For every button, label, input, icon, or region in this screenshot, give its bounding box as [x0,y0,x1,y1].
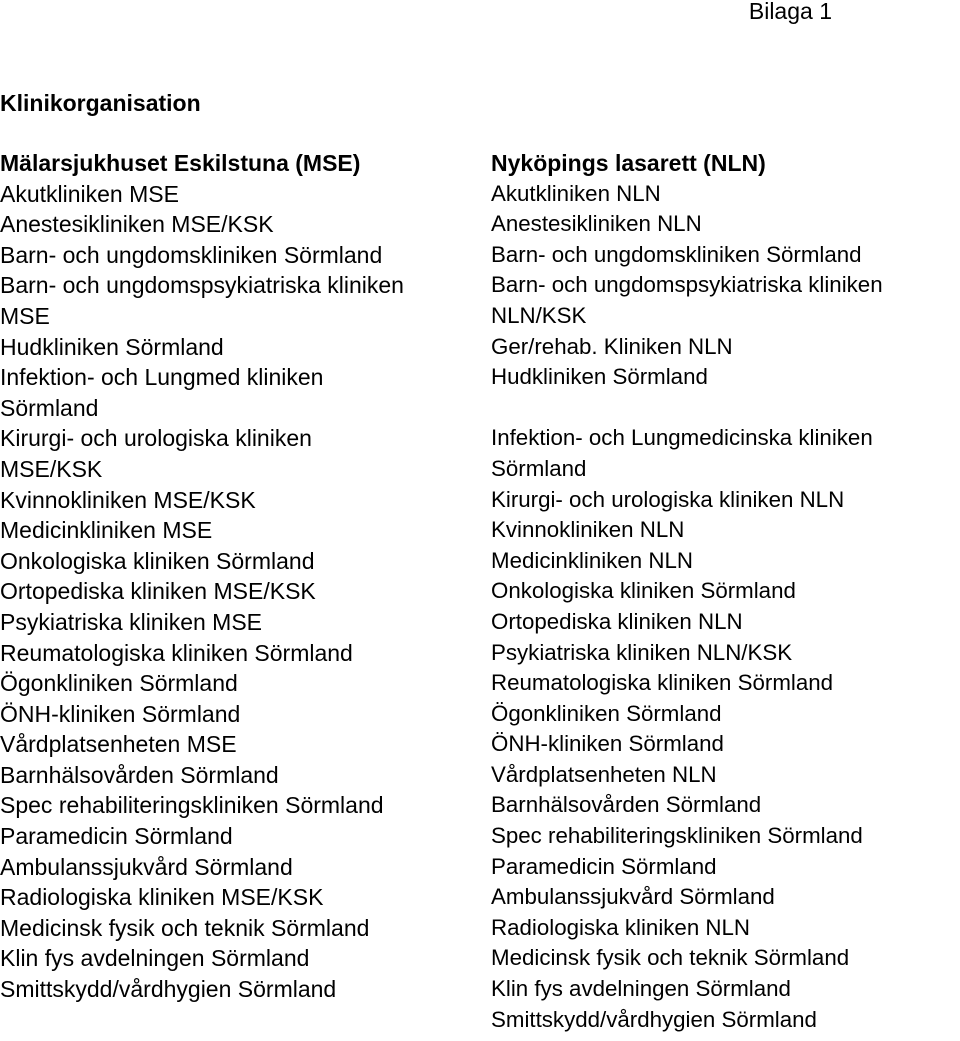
list-item: Reumatologiska kliniken Sörmland [0,639,353,666]
list-item: Ger/rehab. Kliniken NLN [491,333,733,359]
hospital-heading-nln: Nyköpings lasarett (NLN) [491,150,766,176]
clinic-list-mse [0,179,480,1005]
list-item: Barnhälsovården Sörmland [491,792,762,818]
list-item: Kirurgi- och urologiska kliniken [0,425,312,452]
list-item: Medicinsk fysik och teknik Sörmland [0,914,370,941]
list-item: Barn- och ungdomskliniken Sörmland [491,241,862,267]
list-item: Anestesikliniken MSE/KSK [0,211,274,238]
list-item: MSE/KSK [0,455,103,482]
list-item: Infektion- och Lungmedicinska kliniken [491,425,873,451]
list-item: Barn- och ungdomspsykiatriska kliniken [491,272,883,298]
list-item: Ortopediska kliniken MSE/KSK [0,578,316,605]
list-item: Barn- och ungdomspsykiatriska kliniken [0,272,404,299]
list-item: Hudkliniken Sörmland [0,333,224,360]
list-item: ÖNH-kliniken Sörmland [491,731,724,757]
list-item: Ortopediska kliniken NLN [491,608,743,634]
list-item: Medicinkliniken NLN [491,547,693,573]
right-column-nln [491,148,960,1035]
list-item: Anestesikliniken NLN [491,211,702,237]
list-item: Psykiatriska kliniken NLN/KSK [491,639,793,665]
list-item: Ambulanssjukvård Sörmland [0,853,293,880]
list-item: Spec rehabiliteringskliniken Sörmland [0,792,384,819]
list-item: Akutkliniken MSE [0,180,179,207]
list-item: Medicinsk fysik och teknik Sörmland [491,945,850,971]
list-item: Klin fys avdelningen Sörmland [491,976,791,1002]
list-item: Vårdplatsenheten MSE [0,731,237,758]
list-item: Medicinkliniken MSE [0,517,213,544]
list-item: Onkologiska kliniken Sörmland [491,578,796,604]
list-item: Paramedicin Sörmland [491,853,717,879]
list-item: Spec rehabiliteringskliniken Sörmland [491,823,863,849]
hospital-heading-mse: Mälarsjukhuset Eskilstuna (MSE) [0,150,361,176]
list-item: Paramedicin Sörmland [0,823,233,850]
list-item: Ögonkliniken Sörmland [491,700,722,726]
list-item: Kirurgi- och urologiska kliniken NLN [491,486,845,512]
list-item: Onkologiska kliniken Sörmland [0,547,315,574]
left-column-mse [0,148,480,1005]
list-item: Barn- och ungdomskliniken Sörmland [0,241,383,268]
list-item: Radiologiska kliniken MSE/KSK [0,884,324,911]
list-item: Smittskydd/vårdhygien Sörmland [0,976,337,1003]
spacer [491,393,960,424]
list-item: MSE [0,302,50,329]
list-item: Smittskydd/vårdhygien Sörmland [491,1006,817,1032]
list-item: Kvinnokliniken MSE/KSK [0,486,256,513]
list-item: Sörmland [491,455,587,481]
list-item: Infektion- och Lungmed kliniken [0,364,324,391]
list-item: Barnhälsovården Sörmland [0,761,279,788]
list-item: Kvinnokliniken NLN [491,517,685,543]
list-item: Ambulanssjukvård Sörmland [491,884,775,910]
list-item: Sörmland [0,394,99,421]
page-title: Klinikorganisation [0,90,201,116]
clinic-list-nln-part1 [491,179,960,393]
list-item: Akutkliniken NLN [491,180,661,206]
page-label: Bilaga 1 [748,0,832,24]
list-item: Hudkliniken Sörmland [491,364,708,390]
list-item: Vårdplatsenheten NLN [491,761,717,787]
list-item: ÖNH-kliniken Sörmland [0,700,241,727]
list-item: Ögonkliniken Sörmland [0,670,238,697]
list-item: NLN/KSK [491,302,587,328]
list-item: Klin fys avdelningen Sörmland [0,945,310,972]
list-item: Reumatologiska kliniken Sörmland [491,670,834,696]
list-item: Psykiatriska kliniken MSE [0,608,263,635]
clinic-list-nln-part2 [491,423,960,1035]
list-item: Radiologiska kliniken NLN [491,914,751,940]
